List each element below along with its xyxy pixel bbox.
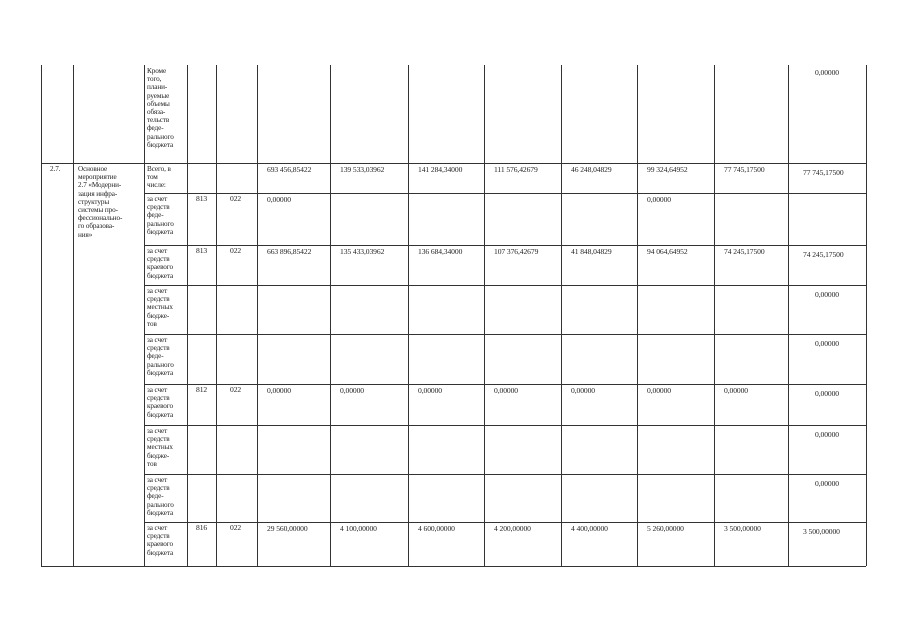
table-horizontal-line <box>144 245 866 246</box>
table-vertical-line <box>330 65 331 566</box>
value-cell: 0,00000 <box>647 386 671 395</box>
value-cell: 74 245,17500 <box>803 250 844 259</box>
table-vertical-line <box>187 65 188 566</box>
value-cell: 111 576,42679 <box>494 165 538 174</box>
budget-code-cell: 022 <box>230 246 242 255</box>
table-horizontal-line <box>144 285 866 286</box>
table-vertical-line <box>73 65 74 566</box>
budget-code-cell: 813 <box>196 194 208 203</box>
table-vertical-line <box>866 65 867 566</box>
source-label-cell: за счет средств краевого бюджета <box>147 247 174 280</box>
source-label-cell: за счет средств феде- рального бюджета <box>147 336 174 377</box>
value-cell: 107 376,42679 <box>494 247 539 256</box>
value-cell: 4 400,00000 <box>571 524 608 533</box>
value-cell: 0,00000 <box>815 68 839 77</box>
table-horizontal-line <box>144 384 866 385</box>
value-cell: 0,00000 <box>815 339 839 348</box>
value-cell: 41 848,04829 <box>571 247 612 256</box>
table-horizontal-line <box>144 522 866 523</box>
value-cell: 4 100,00000 <box>340 524 377 533</box>
value-cell: 693 456,85422 <box>267 165 312 174</box>
table-vertical-line <box>484 65 485 566</box>
value-cell: 0,00000 <box>267 386 291 395</box>
value-cell: 5 260,00000 <box>647 524 684 533</box>
source-label-cell: Всего, в том числе: <box>147 165 171 190</box>
table-vertical-line <box>637 65 638 566</box>
budget-code-cell: 812 <box>196 385 208 394</box>
value-cell: 77 745,17500 <box>724 165 765 174</box>
value-cell: 74 245,17500 <box>724 247 765 256</box>
value-cell: 4 200,00000 <box>494 524 531 533</box>
table-horizontal-line <box>144 425 866 426</box>
source-label-cell: за счет средств краевого бюджета <box>147 386 174 419</box>
table-vertical-line <box>257 65 258 566</box>
value-cell: 77 745,17500 <box>803 168 844 177</box>
value-cell: 0,00000 <box>724 386 748 395</box>
value-cell: 139 533,03962 <box>340 165 385 174</box>
budget-code-cell: 816 <box>196 523 208 532</box>
source-label-cell: за счет средств феде- рального бюджета <box>147 195 174 236</box>
source-label-cell: Кроме того, плани- руемые объемы обяза- тельств феде- рального бюджета <box>147 67 174 149</box>
measure-name-cell: Основное мероприятие 2.7 «Модерни- зация инфра- структуры системы про- фессионально- го образова- ния» <box>78 165 123 239</box>
source-label-cell: за счет средств феде- рального бюджета <box>147 476 174 517</box>
value-cell: 3 500,00000 <box>724 524 761 533</box>
source-label-cell: за счет средств местных бюдже- тов <box>147 427 173 468</box>
table-vertical-line <box>714 65 715 566</box>
table-vertical-line <box>788 65 789 566</box>
value-cell: 99 324,64952 <box>647 165 688 174</box>
budget-code-cell: 022 <box>230 523 242 532</box>
budget-code-cell: 813 <box>196 246 208 255</box>
table-vertical-line <box>41 65 42 566</box>
table-horizontal-line <box>144 474 866 475</box>
value-cell: 0,00000 <box>815 430 839 439</box>
value-cell: 29 560,00000 <box>267 524 308 533</box>
table-vertical-line <box>408 65 409 566</box>
value-cell: 0,00000 <box>494 386 518 395</box>
value-cell: 0,00000 <box>571 386 595 395</box>
value-cell: 0,00000 <box>267 195 291 204</box>
table-horizontal-line <box>144 334 866 335</box>
value-cell: 0,00000 <box>340 386 364 395</box>
value-cell: 663 896,85422 <box>267 247 312 256</box>
value-cell: 141 284,34000 <box>418 165 463 174</box>
value-cell: 4 600,00000 <box>418 524 455 533</box>
source-label-cell: за счет средств местных бюдже- тов <box>147 287 173 328</box>
table-horizontal-line <box>144 193 866 194</box>
value-cell: 135 433,03962 <box>340 247 385 256</box>
value-cell: 136 684,34000 <box>418 247 463 256</box>
table-horizontal-line <box>41 566 866 567</box>
value-cell: 0,00000 <box>647 195 671 204</box>
budget-code-cell: 022 <box>230 194 242 203</box>
source-label-cell: за счет средств краевого бюджета <box>147 524 174 557</box>
value-cell: 0,00000 <box>815 290 839 299</box>
value-cell: 46 248,04829 <box>571 165 612 174</box>
value-cell: 0,00000 <box>815 389 839 398</box>
value-cell: 0,00000 <box>418 386 442 395</box>
row-number-cell: 2.7. <box>50 165 61 173</box>
table-vertical-line <box>144 65 145 566</box>
table-vertical-line <box>216 65 217 566</box>
value-cell: 94 064,64952 <box>647 247 688 256</box>
budget-code-cell: 022 <box>230 385 242 394</box>
value-cell: 0,00000 <box>815 479 839 488</box>
table-vertical-line <box>561 65 562 566</box>
table-horizontal-line <box>41 163 866 164</box>
value-cell: 3 500,00000 <box>803 527 840 536</box>
